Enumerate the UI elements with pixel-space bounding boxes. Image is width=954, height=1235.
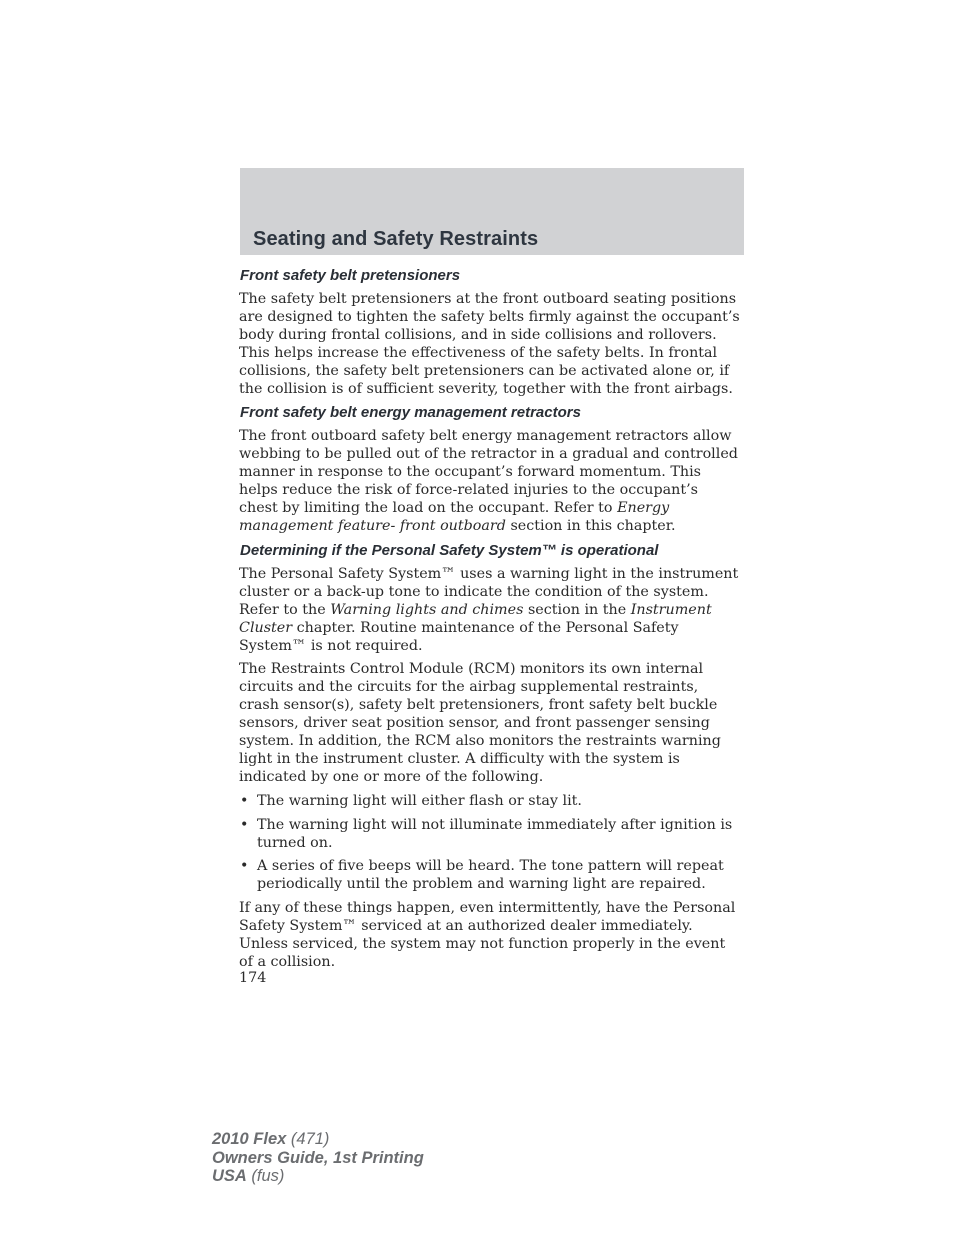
cross-reference-warning-lights: Warning lights and chimes: [330, 601, 524, 618]
footer-line-market: [212, 1167, 424, 1186]
bullet-icon: •: [240, 792, 249, 809]
page-number: 174: [239, 969, 267, 986]
heading-pretensioners: Front safety belt pretensioners: [240, 267, 461, 284]
cross-reference-instrument-cluster: Instrument Cluster: [239, 601, 712, 636]
text-segment: The front outboard safety belt energy management retractors allow webbing to be pulled out of the retractor in a gradual and controlled manner in response to the occupant’s forward momentum. This helps reduce the risk of force-related injuries to the occupant’s chest by limiting the load on the occupant. Refer to: [239, 428, 738, 517]
footer-model: 2010 Flex: [212, 1130, 287, 1148]
footer-market: USA: [212, 1167, 247, 1185]
list-item: [239, 817, 741, 853]
symptom-list: [239, 793, 741, 895]
paragraph-rcm: The Restraints Control Module (RCM) monitors its own internal circuits and the circuits for the airbag supplemental restraints, crash sensor(s), safety belt pretensioners, front safety belt buckle sensors, driver seat position sensor, and front passenger sensing system. In addition, the RCM also monitors the restraints warning light in the instrument cluster. A difficulty with the system is indicated by one or more of the following.: [239, 661, 721, 785]
footer-line-printing: Owners Guide, 1st Printing: [212, 1148, 424, 1167]
text-segment: section in this chapter.: [505, 517, 676, 534]
list-item-text: The warning light will either flash or stay lit.: [257, 792, 582, 809]
page-content: [239, 267, 741, 988]
bullet-icon: •: [240, 858, 249, 875]
document-footer: [212, 1130, 424, 1186]
footer-model-code: (471): [286, 1130, 330, 1148]
text-segment: The Personal Safety System™ uses a warning light in the instrument cluster or a back-up tone to indicate the condition of the system. Refer to the: [239, 565, 739, 618]
footer-line-model: [212, 1130, 424, 1149]
list-item: [239, 793, 741, 811]
paragraph-pretensioners: The safety belt pretensioners at the front outboard seating positions are designed to tighten the safety belts firmly against the occupant’s body during frontal collisions, and in side collisions and rollovers. This helps increase the effectiveness of the safety belts. In frontal collisions, the safety belt pretensioners can be activated alone or, if the collision is of sufficient severity, together with the front airbags.: [239, 291, 740, 397]
text-segment: chapter. Routine maintenance of the Personal Safety System™ is not required.: [239, 619, 679, 654]
footer-market-code: (fus): [246, 1167, 285, 1185]
heading-energy-management-retractors: Front safety belt energy management retractors: [240, 404, 581, 422]
list-item: [239, 858, 741, 894]
list-item-text: A series of five beeps will be heard. The tone pattern will repeat periodically until the problem and warning light are repaired.: [257, 858, 724, 893]
paragraph-service: If any of these things happen, even intermittently, have the Personal Safety System™ serviced at an authorized dealer immediately. Unless serviced, the system may not function properly in the event of a collision.: [239, 900, 736, 970]
text-segment: section in the: [523, 601, 631, 618]
paragraph-warning-light: [239, 566, 741, 656]
cross-reference-energy-management: Energy management feature- front outboard: [239, 500, 670, 534]
section-title: Seating and Safety Restraints: [253, 228, 539, 250]
heading-personal-safety-system: Determining if the Personal Safety System™ is operational: [240, 541, 659, 559]
bullet-icon: •: [240, 816, 249, 833]
list-item-text: The warning light will not illuminate immediately after ignition is turned on.: [257, 816, 733, 851]
paragraph-energy-management-retractors: [239, 428, 741, 535]
section-header-band: [240, 168, 744, 255]
